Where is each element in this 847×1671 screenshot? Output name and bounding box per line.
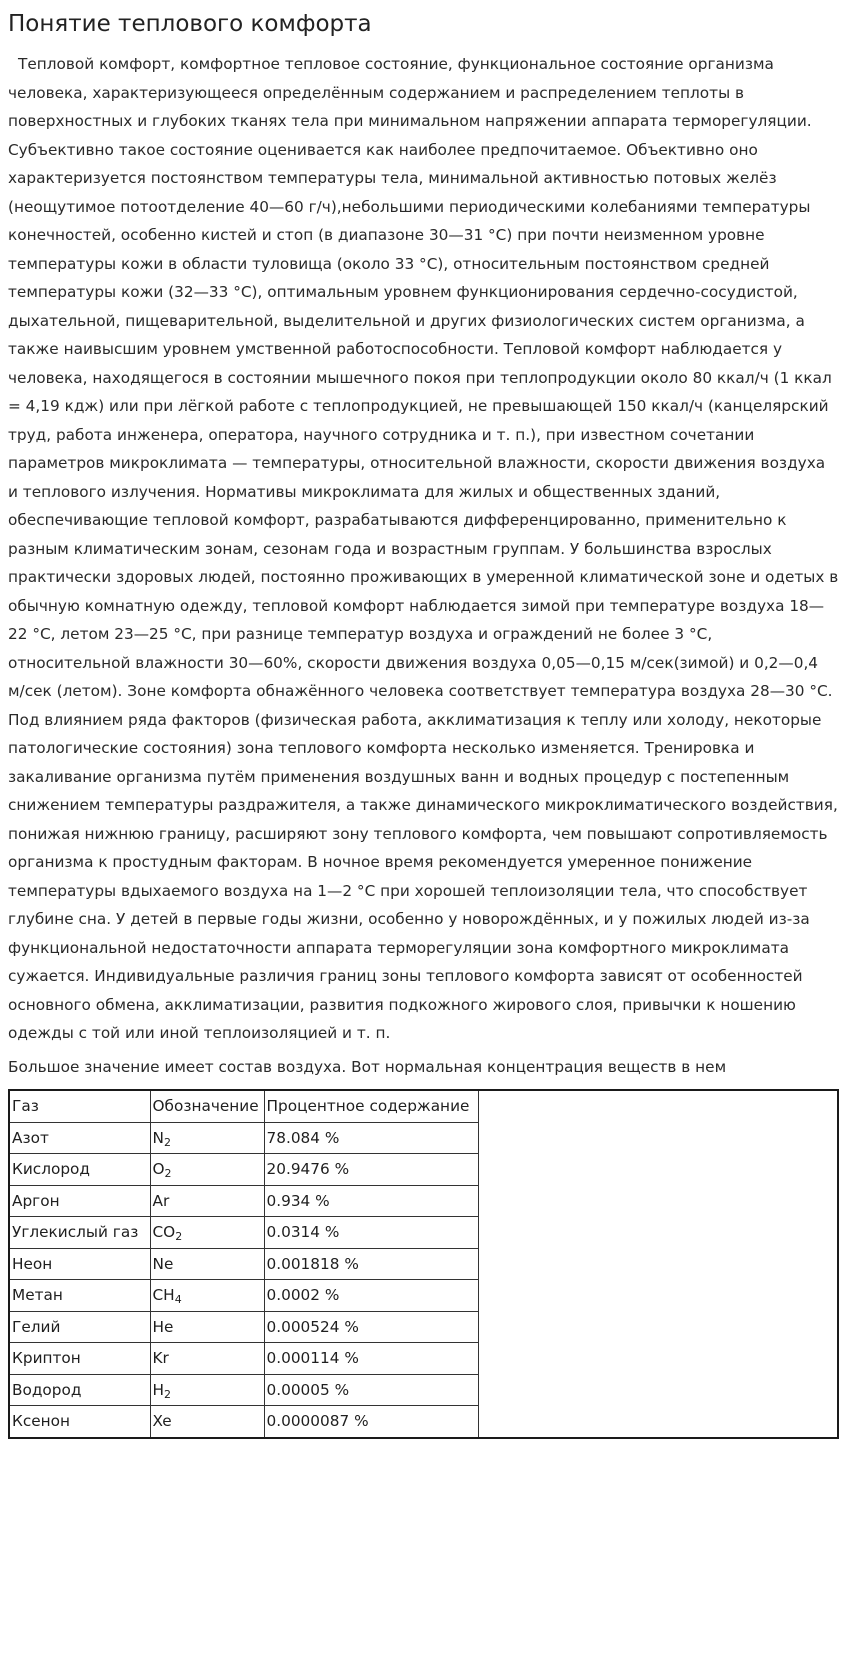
table-row [10, 1374, 478, 1406]
symbol-text: N [152, 1128, 164, 1147]
cell-gas-symbol [150, 1248, 264, 1280]
table-row [10, 1280, 478, 1312]
cell-gas-percent: 0.00005 % [264, 1374, 478, 1406]
symbol-text: CH [152, 1286, 175, 1305]
cell-gas-name: Ксенон [10, 1406, 150, 1437]
symbol-subscript: 2 [164, 1387, 172, 1401]
cell-gas-symbol [150, 1343, 264, 1375]
cell-gas-symbol [150, 1185, 264, 1217]
table-row [10, 1311, 478, 1343]
cell-gas-symbol [150, 1122, 264, 1154]
cell-gas-name: Кислород [10, 1154, 150, 1186]
symbol-text: Ne [152, 1254, 174, 1273]
cell-gas-name: Углекислый газ [10, 1217, 150, 1249]
cell-gas-percent: 0.934 % [264, 1185, 478, 1217]
cell-gas-name: Гелий [10, 1311, 150, 1343]
cell-gas-name: Неон [10, 1248, 150, 1280]
table-header-row [10, 1091, 478, 1123]
cell-gas-symbol [150, 1374, 264, 1406]
symbol-subscript: 2 [164, 1167, 172, 1181]
cell-gas-symbol [150, 1280, 264, 1312]
symbol-text: O [152, 1160, 165, 1179]
symbol-subscript: 4 [174, 1293, 182, 1307]
cell-gas-name: Криптон [10, 1343, 150, 1375]
cell-gas-percent: 0.001818 % [264, 1248, 478, 1280]
symbol-text: CO [152, 1223, 176, 1242]
cell-gas-percent: 0.000114 % [264, 1343, 478, 1375]
cell-gas-percent: 20.9476 % [264, 1154, 478, 1186]
table-row [10, 1248, 478, 1280]
cell-gas-percent: 0.0002 % [264, 1280, 478, 1312]
table-row [10, 1343, 478, 1375]
page-title: Понятие теплового комфорта [8, 11, 372, 37]
symbol-text: Ar [152, 1191, 170, 1210]
table-intro-text: Большое значение имеет состав воздуха. Вот нормальная концентрация веществ в нем [8, 1057, 727, 1076]
symbol-text: H [152, 1380, 165, 1399]
cell-gas-percent: 78.084 % [264, 1122, 478, 1154]
symbol-subscript: 2 [175, 1230, 183, 1244]
body-paragraph: Тепловой комфорт, комфортное тепловое состояние, функциональное состояние организма человека, характеризующееся определённым содержанием и распределением теплоты в поверхностных и глубоких тканях тела при минимальном напряжении аппарата терморегуляции. Субъективно такое состояние оценивается как наиболее предпочитаемое. Объективно оно характеризуется постоянством температуры тела, минимальной активностью потовых желёз (неощутимое потоотделение 40—60 г/ч),небольшими периодическими колебаниями температуры конечностей, особенно кистей и стоп (в диапазоне 30—31 °С) при почти неизменном уровне температуры кожи в области туловища (около 33 °С), относительным постоянством средней температуры кожи (32—33 °С), оптимальным уровнем функционирования сердечно-сосудистой, дыхательной, пищеварительной, выделительной и других физиологических систем организма, а также наивысшим уровнем умственной работоспособности. Тепловой комфорт наблюдается у человека, находящегося в состоянии мышечного покоя при теплопродукции около 80 ккал/ч (1 ккал = 4,19 кдж) или при лёгкой работе с теплопродукцией, не превышающей 150 ккал/ч (канцелярский труд, работа инженера, оператора, научного сотрудника и т. п.), при известном сочетании параметров микроклимата — температуры, относительной влажности, скорости движения воздуха и теплового излучения. Нормативы микроклимата для жилых и общественных зданий, обеспечивающие тепловой комфорт, разрабатываются дифференцированно, применительно к разным климатическим зонам, сезонам года и возрастным группам. У большинства взрослых практически здоровых людей, постоянно проживающих в умеренной климатической зоне и одетых в обычную комнатную одежду, тепловой комфорт наблюдается зимой при температуре воздуха 18—22 °С, летом 23—25 °С, при разнице температур воздуха и ограждений не более 3 °С, относительной влажности 30—60%, скорости движения воздуха 0,05—0,15 м/сек(зимой) и 0,2—0,4 м/сек (летом). Зоне комфорта обнажённого человека соответствует температура воздуха 28—30 °С. Под влиянием ряда факторов (физическая работа, акклиматизация к теплу или холоду, некоторые патологические состояния) зона теплового комфорта несколько изменяется. Тренировка и закаливание организма путём применения воздушных ванн и водных процедур с постепенным снижением температуры раздражителя, а также динамического микроклиматического воздействия, понижая нижнюю границу, расширяют зону теплового комфорта, чем повышают сопротивляемость организма к простудным факторам. В ночное время рекомендуется умеренное понижение температуры вдыхаемого воздуха на 1—2 °С при хорошей теплоизоляции тела, что способствует глубине сна. У детей в первые годы жизни, особенно у новорождённых, и у пожилых людей из-за функциональной недостаточности аппарата терморегуляции зона комфортного микроклимата сужается. Индивидуальные различия границ зоны теплового комфорта зависят от особенностей основного обмена, акклиматизации, развития подкожного жирового слоя, привычки к ношению одежды с той или иной теплоизоляцией и т. п. [8, 55, 839, 1042]
table-row [10, 1406, 478, 1437]
cell-gas-symbol [150, 1311, 264, 1343]
symbol-text: He [152, 1317, 174, 1336]
cell-gas-name: Водород [10, 1374, 150, 1406]
header-symbol: Обозначение [150, 1091, 264, 1123]
cell-gas-name: Аргон [10, 1185, 150, 1217]
header-percent: Процентное содержание [264, 1091, 478, 1123]
cell-gas-percent: 0.0000087 % [264, 1406, 478, 1437]
cell-gas-symbol [150, 1406, 264, 1437]
table-row [10, 1122, 478, 1154]
symbol-text: Xe [152, 1412, 172, 1431]
cell-gas-symbol [150, 1217, 264, 1249]
symbol-subscript: 2 [163, 1135, 171, 1149]
cell-gas-name: Азот [10, 1122, 150, 1154]
cell-gas-name: Метан [10, 1280, 150, 1312]
cell-gas-symbol [150, 1154, 264, 1186]
cell-gas-percent: 0.000524 % [264, 1311, 478, 1343]
symbol-text: Kr [152, 1349, 169, 1368]
gas-table-frame [8, 1089, 839, 1439]
cell-gas-percent: 0.0314 % [264, 1217, 478, 1249]
header-gas: Газ [10, 1091, 150, 1123]
table-row [10, 1154, 478, 1186]
table-row [10, 1217, 478, 1249]
table-row [10, 1185, 478, 1217]
gas-composition-table [10, 1091, 479, 1437]
